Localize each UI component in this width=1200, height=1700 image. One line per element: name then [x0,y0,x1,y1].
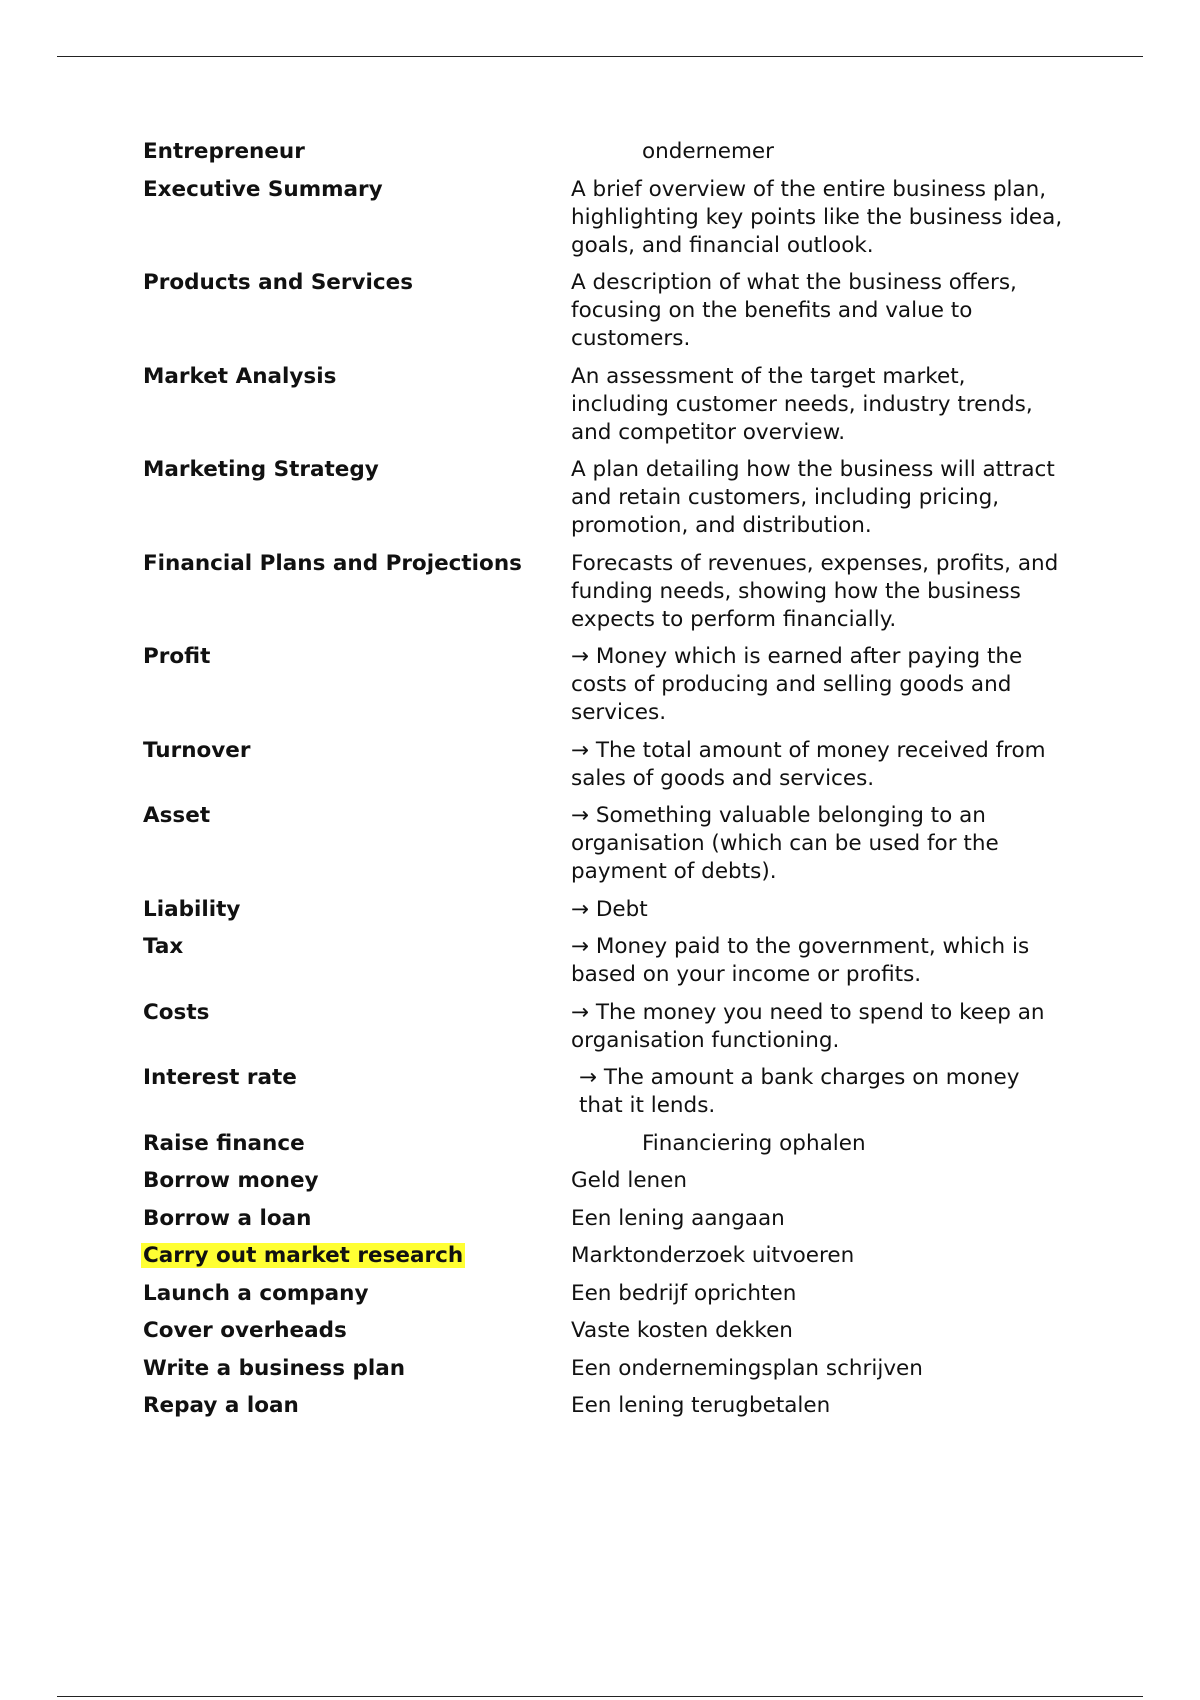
glossary-row [143,737,1063,793]
glossary-definition: A plan detailing how the business will attract and retain customers, including pricing, promotion, and distribution. [571,457,1055,538]
glossary-term: Entrepreneur [143,139,305,164]
glossary-term: Borrow a loan [143,1205,312,1231]
glossary-definition: Geld lenen [571,1168,688,1193]
glossary-definition: → The amount a bank charges on money that it lends. [579,1065,1020,1118]
glossary-term: Marketing Strategy [143,457,379,482]
glossary-table [143,138,1063,1430]
glossary-definition: Forecasts of revenues, expenses, profits, and funding needs, showing how the business expects to perform financially. [571,550,1059,632]
glossary-row [143,1317,1063,1345]
glossary-term: Launch a company [143,1280,369,1306]
glossary-row [143,643,1063,727]
glossary-term: Products and Services [143,270,413,295]
glossary-term: Cover overheads [143,1318,347,1343]
glossary-row [143,1392,1063,1420]
glossary-term: Market Analysis [143,363,337,389]
glossary-row [143,1355,1063,1383]
glossary-definition: Een lening terugbetalen [571,1393,831,1418]
glossary-row [143,1064,1063,1120]
glossary-definition: Financiering ophalen [642,1130,866,1156]
glossary-term: Financial Plans and Projections [143,550,522,576]
glossary-row [143,1242,1063,1270]
glossary-row [143,1205,1063,1233]
glossary-definition: → Money which is earned after paying the costs of producing and selling goods and services. [571,644,1023,725]
glossary-term: Tax [143,934,184,959]
glossary-row [143,1280,1063,1308]
glossary-row [143,363,1063,447]
glossary-row [143,1130,1063,1158]
glossary-term: Raise finance [143,1130,305,1156]
glossary-definition: → Debt [571,896,648,922]
glossary-term: Write a business plan [143,1355,406,1381]
glossary-term: Interest rate [143,1065,297,1090]
glossary-row [143,550,1063,634]
glossary-definition: An assessment of the target market, including customer needs, industry trends, and competitor overview. [571,363,1033,445]
glossary-row [143,1167,1063,1195]
glossary-definition: → The money you need to spend to keep an organisation functioning. [571,999,1045,1053]
highlighted-term: Carry out market research [143,1243,464,1268]
glossary-row [143,933,1063,989]
glossary-definition: ondernemer [642,139,774,164]
glossary-row [143,456,1063,540]
glossary-definition: → Money paid to the government, which is based on your income or profits. [571,934,1030,987]
glossary-definition: A description of what the business offers, focusing on the benefits and value to customers. [571,270,1017,351]
glossary-definition: → The total amount of money received from sales of goods and services. [571,737,1046,791]
glossary-row [143,269,1063,353]
glossary-row [143,999,1063,1055]
footer-rule [57,1696,1143,1697]
glossary-definition: Een lening aangaan [571,1205,785,1231]
glossary-term: Asset [143,803,211,828]
glossary-row [143,896,1063,924]
header-rule [57,56,1143,57]
glossary-definition: Marktonderzoek uitvoeren [571,1243,855,1268]
glossary-term: Profit [143,644,211,669]
glossary-term: Executive Summary [143,176,383,202]
glossary-row [143,138,1063,166]
glossary-row [143,176,1063,260]
glossary-row [143,802,1063,886]
glossary-term: Repay a loan [143,1393,299,1418]
glossary-term: Liability [143,896,241,922]
glossary-term: Borrow money [143,1168,319,1193]
glossary-term: Costs [143,999,210,1025]
glossary-definition: → Something valuable belonging to an organisation (which can be used for the payment of debts). [571,803,999,884]
glossary-definition: A brief overview of the entire business plan, highlighting key points like the business idea, goals, and financial outlook. [571,176,1063,258]
glossary-term [143,1242,571,1270]
glossary-definition: Een ondernemingsplan schrijven [571,1355,923,1381]
glossary-definition: Een bedrijf oprichten [571,1280,797,1306]
glossary-term: Turnover [143,737,251,763]
glossary-definition: Vaste kosten dekken [571,1318,793,1343]
